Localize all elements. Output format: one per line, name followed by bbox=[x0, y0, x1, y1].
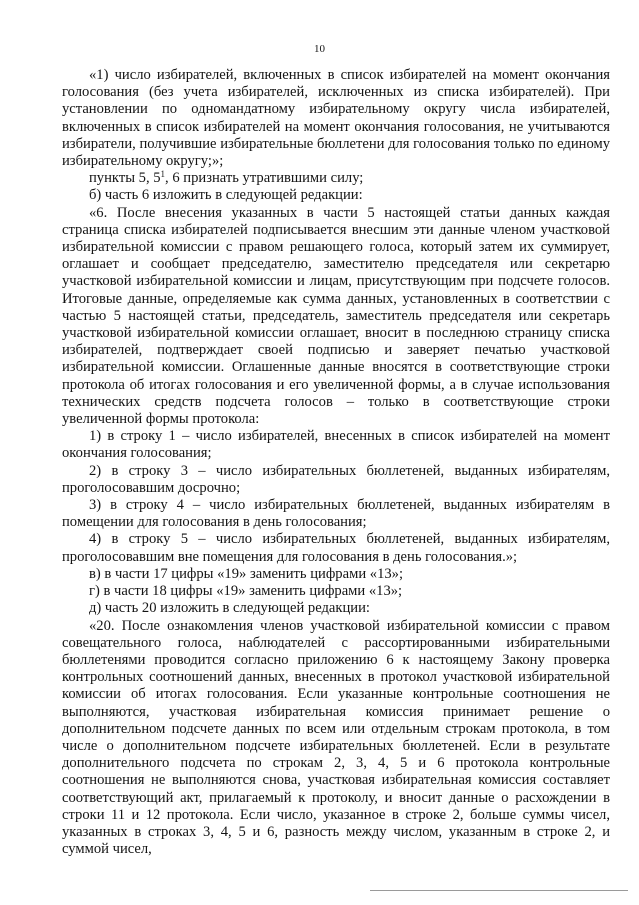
document-body bbox=[62, 67, 610, 858]
paragraph-line-3: 2) в строку 3 – число избирательных бюллетеней, выданных избирателям, проголосовавшим досрочно; bbox=[62, 462, 610, 496]
repealed-items-prefix: пункты 5, 5 bbox=[89, 170, 161, 187]
paragraph-line-5: 4) в строку 5 – число избирательных бюллетеней, выданных избирателям, проголосовавшим вне помещения для голосования в день голосования.»; bbox=[62, 531, 610, 565]
paragraph-line-4: 3) в строку 4 – число избирательных бюллетеней, выданных избирателям в помещении для голосования в день голосования; bbox=[62, 497, 610, 531]
paragraph-voters-count: «1) число избирателей, включенных в список избирателей на момент окончания голосования (без учета избирателей, исключенных из списка избирателей). При установлении по одномандатному избирательному округу числа избирателей, включенных в список избирателей на момент окончания голосования, не учитываются избиратели, получившие избирательные бюллетени для голосования только по единому избирательному округу;»; bbox=[62, 67, 610, 170]
paragraph-repealed-items bbox=[62, 170, 610, 187]
paragraph-part-20-text: «20. После ознакомления членов участковой избирательной комиссии с правом совещательного голоса, наблюдателей с рассортированными избирательными бюллетенями проводится согласно приложению 6 к настоящему Закону проверка контрольных соотношений данных, внесенных в протокол участковой избирательной комиссии об итогах голосования. Если указанные контрольные соотношения не выполняются, участковая избирательная комиссия принимает решение о дополнительном подсчете данных по всем или отдельным строкам протокола, в том числе о дополнительном подсчете избирательных бюллетеней. Если в результате дополнительного подсчета по строкам 2, 3, 4, 5 и 6 протокола контрольные соотношения не выполняются снова, участковая избирательная комиссия составляет соответствующий акт, прилагаемый к протоколу, и вносит данные о расхождении в строки 11 и 12 протокола. Если число, указанное в строке 2, больше суммы чисел, указанных в строках 3, 4, 5 и 6, разность между числом, указанным в строке 2, и суммой чисел, bbox=[62, 617, 610, 858]
paragraph-amend-part-6: б) часть 6 изложить в следующей редакции: bbox=[89, 187, 363, 204]
paragraph-amend-part-20: д) часть 20 изложить в следующей редакции: bbox=[89, 600, 370, 617]
paragraph-part-17: в) в части 17 цифры «19» заменить цифрами «13»; bbox=[89, 565, 404, 582]
repealed-items-superscript: 1 bbox=[160, 169, 166, 180]
paragraph-line-1: 1) в строку 1 – число избирателей, внесенных в список избирателей на момент окончания голосования; bbox=[62, 428, 610, 462]
paragraph-part-18: г) в части 18 цифры «19» заменить цифрами «13»; bbox=[89, 583, 403, 600]
paragraph-part-6-text: «6. После внесения указанных в части 5 настоящей статьи данных каждая страница списка избирателей подписывается внесшим эти данные членом участковой избирательной комиссии с правом решающего голоса, который затем их суммирует, оглашает и сообщает председателю, заместителю председателя или секретарю участковой избирательной комиссии и лицам, присутствующим при подсчете голосов. Итоговые данные, определяемые как сумма данных, установленных в соответствии с частью 5 настоящей статьи, председатель, заместитель председателя или секретарь участковой избирательной комиссии оглашает, вносит в последнюю страницу списка избирателей, подтверждает своей подписью и заверяет печатью участковой избирательной комиссии. Оглашенные данные вносятся в соответствующие строки протокола об итогах голосования и его увеличенной формы, а в случае использования технических средств подсчета голосов – только в соответствующие строки увеличенной формы протокола: bbox=[62, 204, 610, 428]
repealed-items-suffix: , 6 признать утратившими силу; bbox=[165, 170, 364, 187]
bottom-divider-line bbox=[370, 890, 628, 891]
page-number: 10 bbox=[314, 43, 325, 55]
